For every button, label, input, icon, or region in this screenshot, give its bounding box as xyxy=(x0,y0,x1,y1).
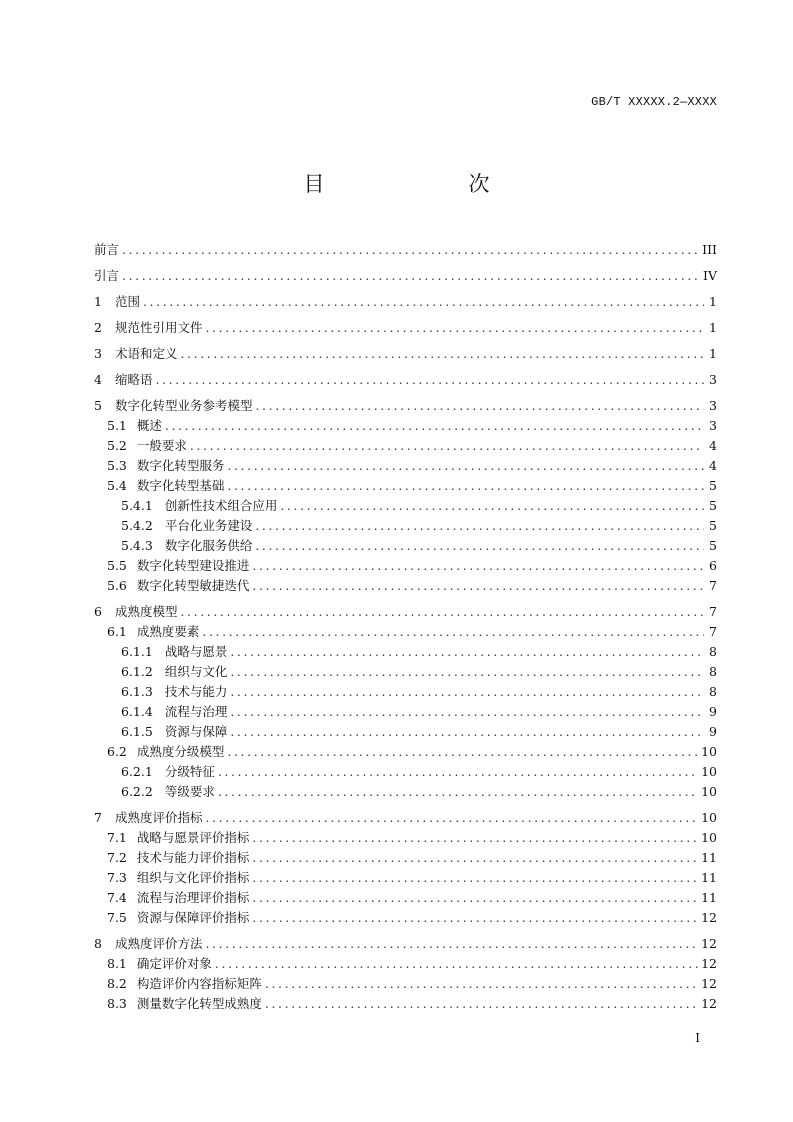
toc-leader-dots xyxy=(215,954,698,974)
toc-entry-title: 概述 xyxy=(136,418,162,433)
toc-entry[interactable] xyxy=(94,436,717,456)
toc-entry-number: 6.1.3 xyxy=(121,684,153,699)
toc-entry[interactable] xyxy=(94,416,717,436)
toc-leader-dots xyxy=(230,662,704,682)
toc-entry-page: 3 xyxy=(709,372,717,387)
toc-entry-page: 11 xyxy=(701,870,717,885)
toc-entry-number: 8.2 xyxy=(107,976,127,991)
toc-entry-page: 10 xyxy=(701,830,717,845)
toc-entry[interactable] xyxy=(94,682,717,702)
toc-entry-title: 技术与能力 xyxy=(164,684,228,699)
toc-entry-title: 资源与保障评价指标 xyxy=(136,910,250,925)
toc-entry-title: 资源与保障 xyxy=(164,724,228,739)
toc-entry[interactable] xyxy=(94,782,717,802)
toc-entry[interactable] xyxy=(94,888,717,908)
toc-entry-number: 5 xyxy=(94,398,102,413)
toc-entry-title: 战略与愿景评价指标 xyxy=(136,830,250,845)
toc-leader-dots xyxy=(218,782,698,802)
toc-entry-page: 10 xyxy=(701,784,717,799)
toc-entry-page: 1 xyxy=(709,294,717,309)
toc-entry[interactable] xyxy=(94,908,717,928)
toc-entry[interactable] xyxy=(94,556,717,576)
toc-leader-dots xyxy=(180,344,704,364)
toc-entry-title: 成熟度要素 xyxy=(136,624,200,639)
toc-entry-title: 范围 xyxy=(114,294,140,309)
toc-leader-dots xyxy=(255,536,704,556)
toc-leader-dots xyxy=(205,318,704,338)
toc-entry-title: 缩略语 xyxy=(114,372,153,387)
toc-entry[interactable] xyxy=(94,396,717,416)
toc-entry-title: 成熟度分级模型 xyxy=(136,744,225,759)
toc-entry-number: 6.1.4 xyxy=(121,704,153,719)
toc-entry-page: 8 xyxy=(709,684,717,699)
toc-leader-dots xyxy=(252,888,698,908)
toc-leader-dots xyxy=(255,516,704,536)
toc-leader-dots xyxy=(230,722,704,742)
toc-entry-title: 前言 xyxy=(94,242,120,257)
toc-entry-number: 8 xyxy=(94,936,102,951)
toc-leader-dots xyxy=(155,370,704,390)
toc-entry-page: 10 xyxy=(701,810,717,825)
toc-entry-number: 7.1 xyxy=(107,830,127,845)
toc-leader-dots xyxy=(252,556,704,576)
toc-leader-dots xyxy=(252,868,698,888)
toc-entry-page: 5 xyxy=(709,518,717,533)
toc-entry-title: 数字化转型建设推进 xyxy=(136,558,250,573)
toc-entry-number: 7.2 xyxy=(107,850,127,865)
toc-entry[interactable] xyxy=(94,318,717,338)
toc-entry-number: 5.4.3 xyxy=(121,538,153,553)
toc-entry-page: 3 xyxy=(709,398,717,413)
toc-entry-page: 3 xyxy=(709,418,717,433)
page-number: I xyxy=(695,1031,700,1045)
toc-entry[interactable] xyxy=(94,954,717,974)
toc-entry[interactable] xyxy=(94,622,717,642)
toc-entry-number: 6.2.2 xyxy=(121,784,153,799)
toc-entry[interactable] xyxy=(94,722,717,742)
toc-entry[interactable] xyxy=(94,868,717,888)
toc-entry-title: 平台化业务建设 xyxy=(164,518,253,533)
toc-entry-page: 12 xyxy=(701,956,717,971)
toc-leader-dots xyxy=(252,848,698,868)
toc-entry[interactable] xyxy=(94,292,717,312)
toc-entry-title: 组织与文化 xyxy=(164,664,228,679)
toc-entry-number: 6.1 xyxy=(107,624,127,639)
toc-entry-number: 5.2 xyxy=(107,438,127,453)
toc-leader-dots xyxy=(122,240,699,260)
toc-entry-title: 数字化服务供给 xyxy=(164,538,253,553)
toc-entry-number: 1 xyxy=(94,294,102,309)
toc-entry-title: 组织与文化评价指标 xyxy=(136,870,250,885)
toc-entry-title: 构造评价内容指标矩阵 xyxy=(136,976,262,991)
toc-leader-dots xyxy=(280,496,704,516)
toc-entry[interactable] xyxy=(94,476,717,496)
toc-entry[interactable] xyxy=(94,974,717,994)
toc-entry-number: 4 xyxy=(94,372,102,387)
standard-code: GB/T XXXXX.2—XXXX xyxy=(591,95,717,109)
toc-entry-number: 6 xyxy=(94,604,102,619)
toc-leader-dots xyxy=(122,266,700,286)
toc-entry[interactable] xyxy=(94,828,717,848)
toc-entry[interactable] xyxy=(94,576,717,596)
toc-entry-number: 5.4.2 xyxy=(121,518,153,533)
toc-entry-page: 9 xyxy=(709,704,717,719)
toc-entry-number: 8.3 xyxy=(107,996,127,1011)
toc-entry[interactable] xyxy=(94,994,717,1014)
toc-leader-dots xyxy=(205,934,698,954)
toc-leader-dots xyxy=(230,682,704,702)
toc-entry[interactable] xyxy=(94,536,717,556)
toc-entry[interactable] xyxy=(94,266,717,286)
toc-entry-number: 7.4 xyxy=(107,890,127,905)
toc-leader-dots xyxy=(252,908,698,928)
page-title: 目 次 xyxy=(303,172,524,196)
toc-entry[interactable] xyxy=(94,848,717,868)
toc-entry-number: 5.5 xyxy=(107,558,127,573)
toc-leader-dots xyxy=(230,702,704,722)
toc-entry[interactable] xyxy=(94,516,717,536)
toc-entry-title: 成熟度评价方法 xyxy=(114,936,203,951)
toc-leader-dots xyxy=(143,292,704,312)
toc-entry-title: 数字化转型业务参考模型 xyxy=(114,398,253,413)
toc-entry-title: 创新性技术组合应用 xyxy=(164,498,278,513)
toc-leader-dots xyxy=(252,828,698,848)
toc-entry-number: 6.1.1 xyxy=(121,644,153,659)
toc-entry-page: 12 xyxy=(701,910,717,925)
toc-entry-page: 1 xyxy=(709,346,717,361)
toc-entry-page: 11 xyxy=(701,850,717,865)
toc-entry-page: 1 xyxy=(709,320,717,335)
toc-entry-title: 战略与愿景 xyxy=(164,644,228,659)
toc-entry-page: 5 xyxy=(709,478,717,493)
table-of-contents xyxy=(94,240,717,1014)
toc-entry-title: 测量数字化转型成熟度 xyxy=(136,996,262,1011)
toc-entry-page: 4 xyxy=(709,438,717,453)
toc-entry-title: 分级特征 xyxy=(164,764,215,779)
toc-entry-title: 数字化转型基础 xyxy=(136,478,225,493)
toc-leader-dots xyxy=(180,602,704,622)
toc-leader-dots xyxy=(255,396,704,416)
toc-entry-page: 12 xyxy=(701,936,717,951)
toc-entry-number: 5.4 xyxy=(107,478,127,493)
toc-leader-dots xyxy=(265,994,698,1014)
toc-entry-number: 5.6 xyxy=(107,578,127,593)
toc-entry-title: 流程与治理评价指标 xyxy=(136,890,250,905)
toc-entry-number: 6.2.1 xyxy=(121,764,153,779)
toc-entry[interactable] xyxy=(94,662,717,682)
toc-entry[interactable] xyxy=(94,456,717,476)
toc-leader-dots xyxy=(205,808,698,828)
toc-entry[interactable] xyxy=(94,240,717,260)
toc-leader-dots xyxy=(265,974,698,994)
toc-entry-number: 5.1 xyxy=(107,418,127,433)
toc-entry-title: 成熟度评价指标 xyxy=(114,810,203,825)
toc-entry-title: 确定评价对象 xyxy=(136,956,212,971)
toc-entry-title: 数字化转型敏捷迭代 xyxy=(136,578,250,593)
toc-entry-number: 7.3 xyxy=(107,870,127,885)
toc-entry-number: 7.5 xyxy=(107,910,127,925)
toc-entry[interactable] xyxy=(94,762,717,782)
toc-entry-title: 规范性引用文件 xyxy=(114,320,203,335)
toc-leader-dots xyxy=(227,742,698,762)
toc-entry[interactable] xyxy=(94,370,717,390)
toc-entry-page: 5 xyxy=(709,538,717,553)
toc-leader-dots xyxy=(227,456,704,476)
toc-entry-page: 7 xyxy=(709,578,717,593)
toc-entry[interactable] xyxy=(94,602,717,622)
toc-leader-dots xyxy=(202,622,704,642)
toc-entry-page: IV xyxy=(703,268,717,283)
toc-entry-number: 3 xyxy=(94,346,102,361)
toc-entry-title: 流程与治理 xyxy=(164,704,228,719)
toc-entry-title: 技术与能力评价指标 xyxy=(136,850,250,865)
toc-entry-number: 7 xyxy=(94,810,102,825)
toc-entry[interactable] xyxy=(94,742,717,762)
toc-entry[interactable] xyxy=(94,808,717,828)
toc-entry-number: 6.1.2 xyxy=(121,664,153,679)
toc-entry-page: 5 xyxy=(709,498,717,513)
toc-entry-number: 5.4.1 xyxy=(121,498,153,513)
toc-entry-title: 数字化转型服务 xyxy=(136,458,225,473)
toc-entry[interactable] xyxy=(94,934,717,954)
toc-entry-page: 10 xyxy=(701,744,717,759)
toc-entry-page: 8 xyxy=(709,644,717,659)
toc-entry-title: 成熟度模型 xyxy=(114,604,178,619)
toc-entry-page: 12 xyxy=(701,996,717,1011)
toc-leader-dots xyxy=(165,416,704,436)
toc-entry-number: 8.1 xyxy=(107,956,127,971)
toc-entry-title: 术语和定义 xyxy=(114,346,178,361)
toc-leader-dots xyxy=(190,436,704,456)
toc-entry-number: 2 xyxy=(94,320,102,335)
toc-entry-title: 等级要求 xyxy=(164,784,215,799)
toc-entry-page: 12 xyxy=(701,976,717,991)
toc-leader-dots xyxy=(252,576,704,596)
toc-leader-dots xyxy=(227,476,704,496)
toc-entry[interactable] xyxy=(94,344,717,364)
toc-entry-page: 9 xyxy=(709,724,717,739)
toc-leader-dots xyxy=(230,642,704,662)
toc-entry-page: 7 xyxy=(709,624,717,639)
toc-entry-page: 6 xyxy=(709,558,717,573)
toc-entry-number: 5.3 xyxy=(107,458,127,473)
toc-entry-page: 8 xyxy=(709,664,717,679)
toc-entry[interactable] xyxy=(94,496,717,516)
toc-entry-page: 7 xyxy=(709,604,717,619)
toc-entry-title: 引言 xyxy=(94,268,120,283)
toc-entry-title: 一般要求 xyxy=(136,438,187,453)
toc-entry[interactable] xyxy=(94,642,717,662)
toc-entry-page: 4 xyxy=(709,458,717,473)
toc-entry-page: 11 xyxy=(701,890,717,905)
toc-entry-page: 10 xyxy=(701,764,717,779)
toc-entry-number: 6.1.5 xyxy=(121,724,153,739)
toc-entry-number: 6.2 xyxy=(107,744,127,759)
toc-entry-page: III xyxy=(702,242,717,257)
toc-leader-dots xyxy=(218,762,698,782)
toc-entry[interactable] xyxy=(94,702,717,722)
